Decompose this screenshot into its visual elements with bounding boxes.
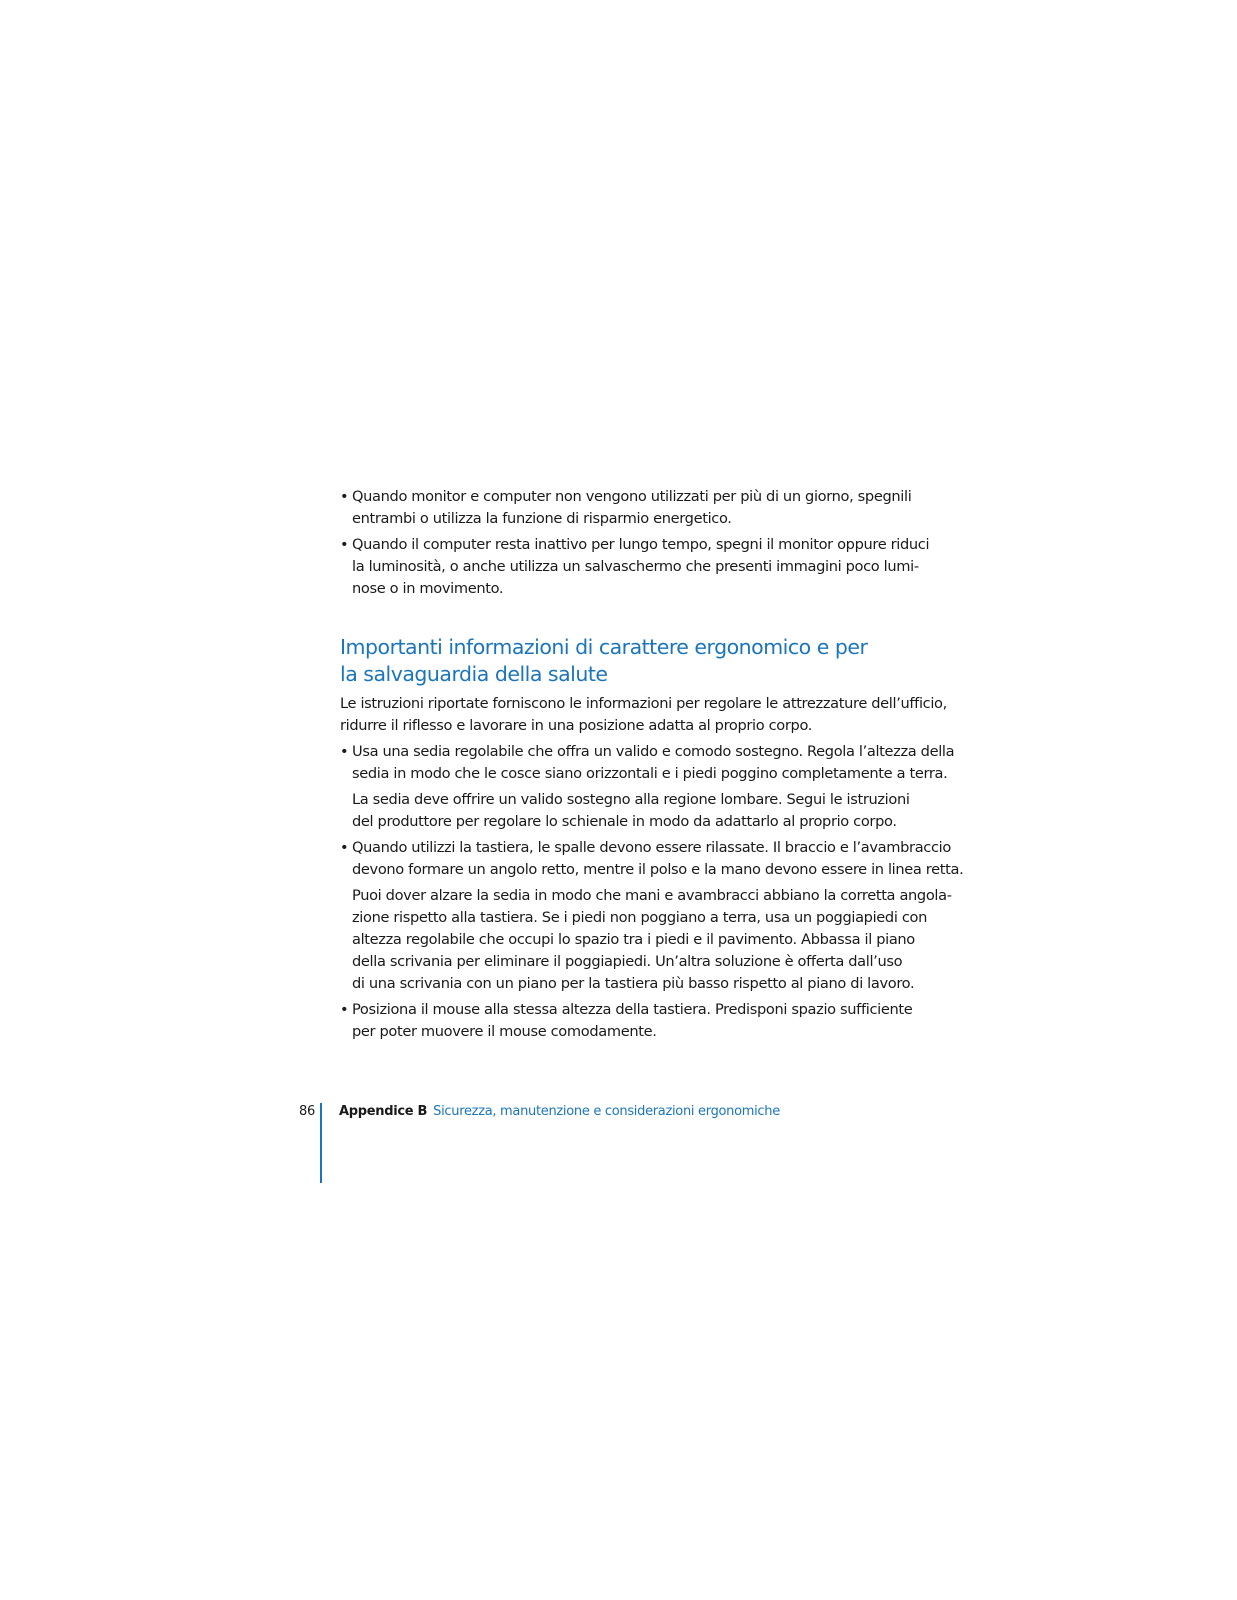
section-title bbox=[340, 634, 922, 688]
text-line: ridurre il riflesso e lavorare in una posizione adatta al proprio corpo. bbox=[340, 717, 813, 734]
text-line: Quando monitor e computer non vengono utilizzati per più di un giorno, spegnili bbox=[352, 488, 912, 505]
bullet-dot: • bbox=[340, 536, 349, 553]
bullet-text bbox=[352, 534, 930, 600]
bullet-subparagraph bbox=[352, 789, 922, 833]
bullet-text bbox=[352, 486, 922, 530]
text-line: entrambi o utilizza la funzione di risparmio energetico. bbox=[352, 510, 732, 527]
text-line: Posiziona il mouse alla stessa altezza della tastiera. Predisponi spazio sufficiente bbox=[352, 1001, 913, 1018]
text-line: sedia in modo che le cosce siano orizzontali e i piedi poggino completamente a terra. bbox=[352, 765, 948, 782]
intro-paragraph bbox=[340, 693, 947, 737]
bullet-subparagraph bbox=[352, 885, 952, 995]
bullet-item-mouse bbox=[340, 999, 922, 1043]
appendix-title: Sicurezza, manutenzione e considerazioni ergonomiche bbox=[433, 1104, 780, 1119]
bullet-text bbox=[352, 837, 964, 881]
bullet-item-chair bbox=[340, 741, 955, 833]
bullet-text bbox=[352, 999, 922, 1043]
bullet-dot: • bbox=[340, 743, 349, 760]
footer-divider bbox=[320, 1103, 322, 1183]
text-line: del produttore per regolare lo schienale in modo da adattarlo al proprio corpo. bbox=[352, 813, 897, 830]
bullet-item-screensaver bbox=[340, 534, 930, 600]
text-line: Le istruzioni riportate forniscono le informazioni per regolare le attrezzature dell’ufficio, bbox=[340, 695, 947, 712]
text-line: Quando utilizzi la tastiera, le spalle devono essere rilassate. Il braccio e l’avambraccio bbox=[352, 839, 951, 856]
page-footer bbox=[0, 1103, 1237, 1183]
text-line: nose o in movimento. bbox=[352, 580, 504, 597]
text-line: La sedia deve offrire un valido sostegno alla regione lombare. Segui le istruzioni bbox=[352, 791, 910, 808]
bullet-dot: • bbox=[340, 1001, 349, 1018]
text-line: di una scrivania con un piano per la tastiera più basso rispetto al piano di lavoro. bbox=[352, 975, 915, 992]
text-line: la luminosità, o anche utilizza un salvaschermo che presenti immagini poco lumi- bbox=[352, 558, 919, 575]
page-number: 86 bbox=[299, 1104, 315, 1119]
text-line: zione rispetto alla tastiera. Se i piedi non poggiano a terra, usa un poggiapiedi con bbox=[352, 909, 927, 926]
text-line: per poter muovere il mouse comodamente. bbox=[352, 1023, 657, 1040]
text-line: Puoi dover alzare la sedia in modo che mani e avambracci abbiano la corretta angola- bbox=[352, 887, 952, 904]
page-content bbox=[340, 486, 964, 1047]
text-line: devono formare un angolo retto, mentre il polso e la mano devono essere in linea retta. bbox=[352, 861, 964, 878]
footer-running-head bbox=[339, 1103, 780, 1121]
bullet-item-monitor-off bbox=[340, 486, 922, 530]
bullet-text bbox=[352, 741, 955, 785]
bullet-dot: • bbox=[340, 839, 349, 856]
title-line: Importanti informazioni di carattere ergonomico e per bbox=[340, 635, 868, 659]
text-line: della scrivania per eliminare il poggiapiedi. Un’altra soluzione è offerta dall’uso bbox=[352, 953, 903, 970]
text-line: Usa una sedia regolabile che offra un valido e comodo sostegno. Regola l’altezza della bbox=[352, 743, 955, 760]
appendix-label: Appendice B bbox=[339, 1104, 428, 1119]
bullet-item-keyboard bbox=[340, 837, 964, 995]
bullet-dot: • bbox=[340, 488, 349, 505]
text-line: altezza regolabile che occupi lo spazio tra i piedi e il pavimento. Abbassa il piano bbox=[352, 931, 915, 948]
title-line: la salvaguardia della salute bbox=[340, 662, 608, 686]
text-line: Quando il computer resta inattivo per lungo tempo, spegni il monitor oppure riduci bbox=[352, 536, 930, 553]
